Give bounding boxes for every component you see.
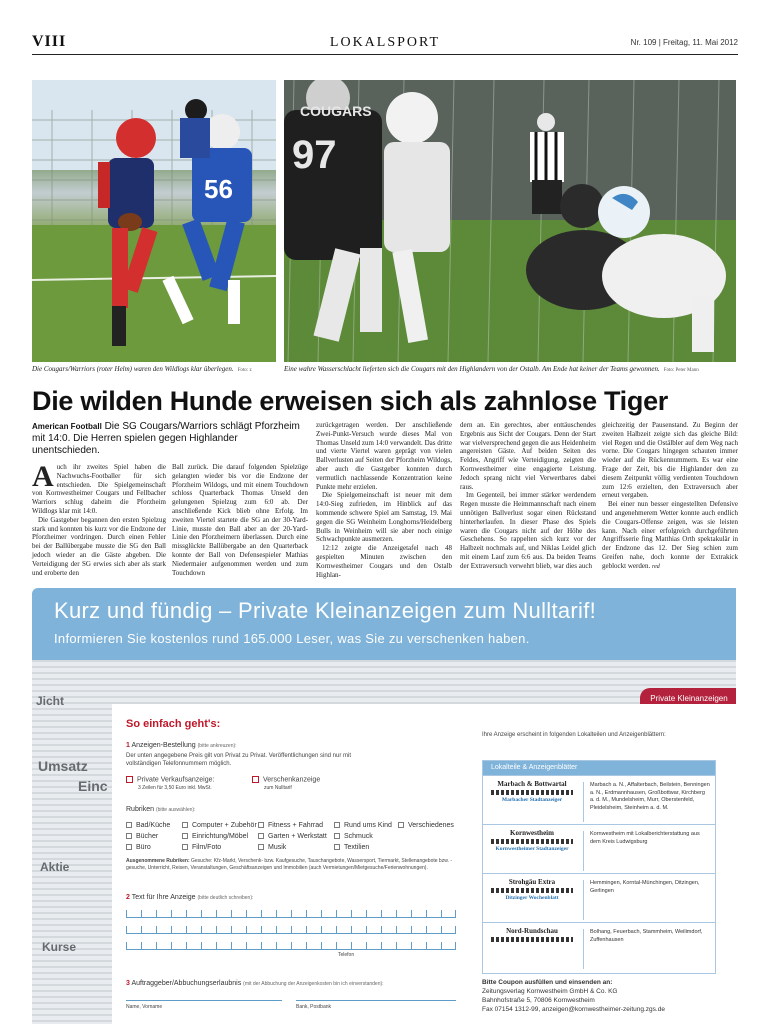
- col3-paragraph-3: 12:12 zeigte die Anzeigetafel nach 48 gespielten Minuten zwischen den Kornwestheimer Cougars und den Ostalb Highlan-: [316, 544, 452, 579]
- rubriken-heading: [126, 806, 195, 813]
- photo-right: [284, 80, 736, 362]
- issue-date: Nr. 109 | Freitag, 11. Mai 2012: [630, 38, 738, 47]
- step-2-heading: [126, 894, 253, 901]
- edition-row: [483, 775, 715, 824]
- page-number: VIII: [32, 33, 67, 50]
- article-column-5: [602, 421, 738, 572]
- col2-paragraph-1: Ball zurück. Die darauf folgenden Spielzüge gelangten wieder bis vor die Endzone der Pforzheim Wildogs, und mit einem Touchdown schloss Quarterback Thomas Unseld den gelungenen Spielzug zum 6:0 ab. Der anschließende Kick blieb ohne Erfolg. Im zweiten Viertel startete die SG an der 30-Yard-Linie, musste den Ball aber an der 20-Yard-Linie den Pforzheimern überlassen. Durch eine missglückte Ballübergabe an den Quarterback konnte der Ball von Defensespieler Mathias Niedermaier aufgenommen werden und zum Touchdown: [172, 463, 308, 577]
- category-label: Fitness + Fahrrad: [268, 822, 324, 829]
- category-checkbox[interactable]: [126, 822, 132, 828]
- category-label: Schmuck: [344, 833, 373, 840]
- newspaper-logo-icon: [491, 839, 573, 844]
- lead-text: Die SG Cougars/Warriors schlägt Pforzheim mit 14:0. Die Herren spielen gegen Highlander unentschieden.: [32, 421, 300, 456]
- caption-left-credit: Foto: z: [237, 368, 252, 373]
- article-column-1: [32, 460, 166, 577]
- step-3-heading: [126, 980, 384, 987]
- category-option[interactable]: [126, 832, 158, 842]
- ad-title: Kurz und fündig – Private Kleinanzeigen zum Nulltarif!: [54, 598, 597, 623]
- category-checkbox[interactable]: [126, 844, 132, 850]
- text-line-3[interactable]: [126, 942, 456, 950]
- photo-left-illustration: [32, 80, 276, 362]
- editions-table-header: Lokalteile & Anzeigenblätter: [483, 761, 715, 775]
- excluded-text: Gesuche: Kfz-Markt, Verschenk- bzw. Kaufgesuche, Tauschangebote, Wassersport, Tiermarkt, Stellenangebote bzw. -gesuche, Unterricht, Reisen, Veranstaltungen, Geschäftsanzeigen und Immobilien (auch Vermietungen/Mietgesuche/Ferienwohnungen).: [126, 858, 452, 871]
- edition-paper: Marbacher Stadtanzeiger: [501, 797, 563, 803]
- category-checkbox[interactable]: [258, 844, 264, 850]
- bg-word: Einc: [78, 778, 108, 794]
- category-option[interactable]: [334, 832, 373, 842]
- jersey-team-right: COUGARS: [300, 103, 372, 119]
- photo-left: [32, 80, 276, 362]
- edition-row: [483, 824, 715, 873]
- category-option[interactable]: [334, 843, 369, 853]
- category-option[interactable]: [126, 843, 151, 853]
- step-2-hint: (bitte deutlich schreiben):: [197, 895, 254, 901]
- step-2-label: Text für Ihre Anzeige: [131, 894, 196, 901]
- category-checkbox[interactable]: [182, 833, 188, 839]
- category-option[interactable]: [126, 821, 170, 831]
- caption-left-text: Die Cougars/Warriors (roter Helm) waren den Wildlogs klar überlegen.: [32, 365, 234, 373]
- step-1-label: Anzeigen-Bestellung: [131, 742, 196, 749]
- step-3-label: Auftraggeber/Abbuchungserlaubnis: [131, 980, 242, 987]
- newspaper-logo-icon: [491, 937, 573, 942]
- category-option[interactable]: [258, 832, 327, 842]
- article-headline: Die wilden Hunde erweisen sich als zahnlose Tiger: [32, 386, 669, 416]
- category-checkbox[interactable]: [258, 822, 264, 828]
- step-1-heading: [126, 742, 237, 749]
- excluded-categories: [126, 858, 460, 872]
- send-line-2: Bahnhofstraße 5, 70806 Kornwestheim: [482, 997, 595, 1004]
- category-checkbox[interactable]: [126, 833, 132, 839]
- private-ad-checkbox[interactable]: [126, 776, 133, 783]
- edition-paper: Ditzinger Wochenblatt: [505, 895, 559, 901]
- category-checkbox[interactable]: [334, 822, 340, 828]
- ad-banner: [32, 588, 736, 660]
- category-option[interactable]: [258, 821, 323, 831]
- edition-area: Bolhang, Feuerbach, Stammheim, Weilimdorf, Zuffenhausen: [583, 929, 711, 969]
- ad-subtitle: Informieren Sie kostenlos rund 165.000 Leser, was Sie zu verschenken haben.: [54, 631, 530, 646]
- col5-paragraph-1: gleichzeitig der Pausenstand. Zu Beginn der zweiten Halbzeit zeigte sich das gleiche Bild: viel Regen und die Ostälbler auf dem Weg nach vorne. Die Cougars hingegen schauten immer wieder auf die Rückennummern. Es war eine Frage der Zeit, bis die Highlander den zu diesem Zeitpunkt völlig verdienten Touchdown zum 12:6 erzielten, den Extraversuch aber erneut vergaben.: [602, 421, 738, 500]
- category-label: Bücher: [136, 833, 159, 840]
- excluded-label: Ausgenommene Rubriken:: [126, 858, 190, 864]
- edition-area: Hemmingen, Korntal-Münchingen, Ditzingen, Gerlingen: [583, 880, 711, 920]
- category-checkbox[interactable]: [334, 844, 340, 850]
- category-label: Rund ums Kind: [344, 822, 392, 829]
- bg-word: Kurse: [42, 940, 77, 954]
- edition-logo: [487, 780, 577, 803]
- edition-logo: [487, 878, 577, 901]
- rubriken-label: Rubriken: [126, 806, 155, 813]
- edition-logo: [487, 927, 577, 944]
- classifieds-ad: [32, 588, 736, 1024]
- col1-paragraph-1: uch ihr zweites Spiel haben die Nachwuchs-Footballer für sich entschieden. Die Spielgemeinschaft von Kornwestheimer Cougars und Fellbacher Warriors schlug daheim die Pforzheim Wildlogs klar mit 14:0.: [32, 463, 166, 515]
- category-option[interactable]: [334, 821, 392, 831]
- caption-right: [284, 365, 738, 373]
- category-label: Musik: [268, 844, 287, 851]
- category-option[interactable]: [398, 821, 454, 831]
- gift-ad-checkbox[interactable]: [252, 776, 259, 783]
- edition-row: [483, 873, 715, 922]
- col3-paragraph-1: zurückgetragen werden. Der anschließende Zwei-Punkt-Versuch wurde dieses Mal von Thomas Unseld zum 14:0 verwandelt. Das dritte und vierte Viertel waren geprägt von vielen Ballverlusten auf Seiten der Pforzheim Wildogs, aber auch die Gastgeber konnten durch vermutlich nachlassende Konzentration keine Punkte mehr erzielen.: [316, 421, 452, 491]
- caption-right-credit: Foto: Peter Mann: [663, 368, 699, 373]
- edition-area: Marbach a. N., Affalterbach, Beilstein, Benningen a. N., Erdmannhausen, Großbottwar, Kirchberg a. d. M., Mundelsheim, Murr, Oberstenfeld, Pleidelsheim, Steinheim a. d. M.: [583, 782, 711, 822]
- step-3-number: 3: [126, 980, 130, 987]
- category-checkbox[interactable]: [182, 822, 188, 828]
- send-line-3: Fax 07154 1312-99, anzeigen@kornwestheimer-zeitung.zgs.de: [482, 1006, 665, 1013]
- category-option[interactable]: [182, 832, 248, 842]
- edition-name: Strohgäu Extra: [508, 878, 556, 886]
- name-field-label: Name, Vorname: [126, 1004, 163, 1010]
- send-line-1: Zeitungsverlag Kornwestheim GmbH & Co. KG: [482, 988, 618, 995]
- name-field-line[interactable]: [126, 1000, 282, 1001]
- category-checkbox[interactable]: [334, 833, 340, 839]
- author-signature: red: [651, 563, 660, 570]
- step-1-number: 1: [126, 742, 130, 749]
- article-column-3: [316, 421, 452, 579]
- photo-right-illustration: [284, 80, 736, 362]
- step-3-hint: (mit der Abbuchung der Anzeigenkosten bin ich einverstanden):: [243, 981, 384, 987]
- category-label: Einrichtung/Möbel: [192, 833, 249, 840]
- article-column-2: [172, 463, 308, 577]
- col4-paragraph-1: dern an. Ein gerechtes, aber enttäuschendes Ergebnis aus Sicht der Cougars. Denn der Start war vielversprechend gegen die aus Heidenheim angereisten Gäste. Auf beiden Seiten des Feldes, Angriff wie Verteidigung, zeigten die Kornwestheimer eine engagierte Leistung. Jedoch sprang nicht viel Verwertbares dabei raus.: [460, 421, 596, 491]
- category-option[interactable]: [182, 821, 257, 831]
- edition-name: Kornwestheim: [510, 829, 554, 837]
- send-address: [482, 978, 665, 1014]
- bg-word: Umsatz: [38, 758, 88, 774]
- category-option[interactable]: [258, 843, 286, 853]
- bank-field-line[interactable]: [296, 1000, 456, 1001]
- phone-label: Telefon: [338, 952, 355, 958]
- lead-kicker: American Football: [32, 422, 102, 431]
- step-1-hint: (bitte ankreuzen):: [197, 743, 237, 749]
- order-form: [112, 704, 736, 1024]
- bg-word: Aktie: [40, 860, 70, 874]
- send-heading: Bitte Coupon ausfüllen und einsenden an:: [482, 979, 613, 986]
- category-label: Garten + Werkstatt: [268, 833, 327, 840]
- jersey-number-left: 56: [204, 174, 233, 204]
- col5-paragraph-2: Bei einer nun besser eingestellten Defensive und angenehmerem Wetter konnte auch endlich die Cougars-Offense zeigen, was sie leisten kann. Nach einer erfolgreich durchgeführten Angriffsserie fing Matthias Orth spektakulär in der Endzone das 12. Der Sieg schien zum Greifen nahe, doch konnte der Extrakick geblockt werden.: [602, 500, 738, 570]
- edition-area: Kornwestheim mit Lokalberichterstattung aus dem Kreis Ludwigsburg: [583, 831, 711, 871]
- newspaper-logo-icon: [491, 888, 573, 893]
- edition-logo: [487, 829, 577, 852]
- category-label: Computer + Zubehör: [192, 822, 257, 829]
- caption-left: [32, 365, 280, 373]
- category-label: Film/Foto: [192, 844, 222, 851]
- gift-ad-price: zum Nulltarif: [264, 785, 292, 792]
- category-label: Büro: [136, 844, 151, 851]
- gift-ad-label: Verschenkanzeige: [263, 776, 321, 784]
- category-label: Bad/Küche: [136, 822, 171, 829]
- edition-name: Marbach & Bottwartal: [497, 780, 567, 788]
- category-checkbox[interactable]: [398, 822, 404, 828]
- bg-word: Jicht: [36, 694, 65, 708]
- drop-cap: A: [32, 460, 54, 493]
- edition-name: Nord-Rundschau: [506, 927, 558, 935]
- step-2-number: 2: [126, 894, 130, 901]
- badge-line-1: Private Kleinanzeigen: [650, 694, 728, 703]
- col4-paragraph-2: Im Gegenteil, bei immer stärker werdendem Regen musste die Heimmannschaft nach einem unnötigen Ballverlust sogar einen Rückstand hinterherlaufen. In dieser Phase des Spiels waren die Cougars nicht auf der Höhe des Geschehens. So rappelten sich kurz vor der Halbzeit nochmals auf, und Niklas Leidel glich mit einem Lauf zum 6:6 aus. Da beiden Teams der Extraversuch verwehrt blieb, war dies auch: [460, 491, 596, 570]
- edition-row: [483, 922, 715, 971]
- category-checkbox[interactable]: [182, 844, 188, 850]
- edition-paper: Kornwestheimer Stadtanzeiger: [495, 846, 569, 852]
- bank-field-label: Bank, Postbank: [296, 1004, 332, 1010]
- editions-intro: Ihre Anzeige erscheint in folgenden Lokalteilen und Anzeigenblättern:: [482, 732, 666, 738]
- section-title: LOKALSPORT: [329, 35, 441, 50]
- text-line-1[interactable]: [126, 910, 456, 918]
- option-private[interactable]: [126, 776, 246, 792]
- newspaper-logo-icon: [491, 790, 573, 795]
- rubriken-hint: (bitte auswählen):: [155, 807, 196, 813]
- jersey-number-right: 97: [292, 133, 337, 177]
- category-option[interactable]: [182, 843, 221, 853]
- category-label: Textilien: [344, 844, 370, 851]
- page-header: [32, 33, 738, 55]
- editions-table: [482, 760, 716, 974]
- option-gift[interactable]: [252, 776, 362, 792]
- category-checkbox[interactable]: [258, 833, 264, 839]
- category-label: Verschiedenes: [408, 822, 454, 829]
- caption-right-text: Eine wahre Wasserschlacht lieferten sich die Cougars mit den Highlandern von der Ostalb. Am Ende hat keiner der Teams gewonnen.: [284, 365, 660, 373]
- col3-paragraph-2: Die Spielgemeinschaft ist neuer mit dem 14:0-Sieg zufrieden, im Hinblick auf das kommende schwere Spiel am Samstag, 19. Mai gegen die SG Weinheim Longhorns/Heidelberg Bulls in Weinheim will sie aber noch einige Schwachpunkte ausmerzen.: [316, 491, 452, 544]
- col1-paragraph-2: Die Gastgeber begannen den ersten Spielzug stark und konnten bis kurz vor die Endzone der Pforzheimer vordringen. Durch einen Fehler bei der Ballübergabe musste die SG den Ball jedoch wieder an die Gäste abgeben. Die Verteidigung der SG erwies sich aber als stark und eroberte den: [32, 515, 166, 577]
- text-line-2[interactable]: [126, 926, 456, 934]
- form-title: So einfach geht's:: [126, 718, 221, 730]
- article-lead: [32, 421, 300, 457]
- step-1-text: Der unten angegebene Preis gilt von Privat zu Privat. Veröffentlichungen sind nur mit vollständigen Telefonnummern möglich.: [126, 753, 352, 767]
- private-ad-price: 3 Zeilen für 3,50 Euro inkl. MwSt.: [138, 785, 212, 792]
- private-ad-label: Private Verkaufsanzeige:: [137, 776, 215, 784]
- article-column-4: [460, 421, 596, 571]
